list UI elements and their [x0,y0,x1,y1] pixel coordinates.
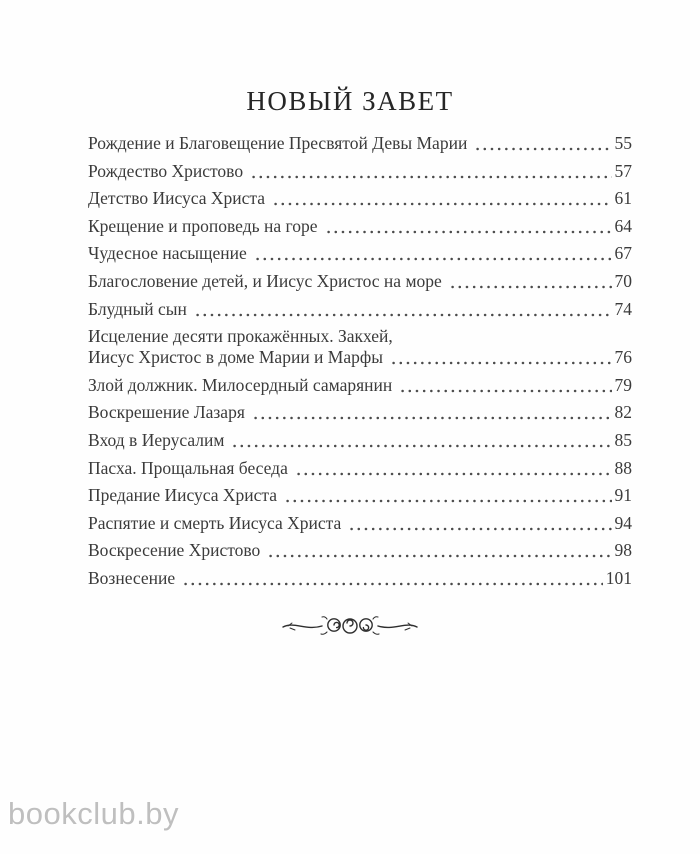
watermark: bookclub.by [8,796,179,831]
toc-entry [88,375,632,396]
toc-entry-line [88,347,632,368]
toc-page-number: 61 [614,188,632,209]
toc-entry-title: Рождение и Благовещение Пресвятой Девы Марии [88,133,468,153]
toc-entry-line [88,299,632,320]
toc-entry-line [88,188,632,209]
toc-entry [88,188,632,209]
toc-entry-title: Детство Иисуса Христа [88,188,266,209]
toc-entry-line [88,430,632,451]
dot-leader [231,442,611,448]
toc-entry-title: Пасха. Прощальная беседа [88,457,288,478]
dot-leader [267,552,611,558]
scroll-flourish-ornament-icon [280,627,420,644]
toc-page-number: 76 [614,347,632,368]
dot-leader [252,414,612,420]
toc-entry [88,271,632,292]
toc-entry [88,161,632,182]
toc-page-number: 101 [605,567,632,588]
toc-page-number: 94 [614,512,632,533]
toc-entry [88,540,632,561]
toc-entry-title: Чудесное насыщение [88,243,247,264]
toc-entry [88,243,632,264]
toc-entry-line [88,243,632,264]
toc-entry-title: Вход в Иерусалим [88,429,225,450]
toc-entry [88,568,632,589]
toc-page-number: 79 [614,374,632,395]
dot-leader [250,173,611,179]
toc-page-number: 85 [614,429,632,450]
table-of-contents [88,133,632,596]
toc-page-number: 88 [614,457,632,478]
toc-entry-line [88,568,632,589]
toc-page-number: 64 [614,215,632,236]
toc-page-number: 98 [614,540,632,561]
dot-leader [182,580,603,586]
toc-entry [88,458,632,479]
toc-entry-title: Предание Иисуса Христа [88,485,278,506]
toc-entry-title: Распятие и смерть Иисуса Христа [88,512,342,533]
toc-entry-title: Воскресение Христово [88,540,261,561]
toc-entry-title: Рождество Христово [88,160,244,181]
toc-entry-line [88,161,632,182]
dot-leader [325,228,612,234]
toc-entry [88,485,632,506]
dot-leader [254,255,612,261]
toc-entry [88,326,632,368]
toc-entry-title: Благословение детей, и Иисус Христос на море [88,270,442,291]
toc-entry-title: Крещение и проповедь на горе [88,215,318,236]
toc-entry [88,513,632,534]
dot-leader [348,525,611,531]
page-title: НОВЫЙ ЗАВЕТ [246,86,454,116]
toc-page-number: 91 [614,485,632,506]
toc-entry-title: Иисус Христос в доме Марии и Марфы [88,347,383,368]
dot-leader [399,387,611,393]
toc-entry-title: Злой должник. Милосердный самарянин [88,374,393,395]
toc-page-number: 82 [614,402,632,423]
toc-entry [88,133,632,154]
toc-entry-line [88,216,632,237]
toc-entry-line [88,540,632,561]
toc-entry-line [88,271,632,292]
toc-entry [88,299,632,320]
toc-entry-line [88,402,632,423]
toc-entry-line [88,513,632,534]
dot-leader [295,470,612,476]
toc-entry [88,402,632,423]
toc-page-number: 55 [614,133,632,153]
toc-entry-line [88,326,632,347]
toc-page-number: 57 [614,160,632,181]
dot-leader [390,359,612,365]
toc-page-number: 74 [614,298,632,319]
toc-entry [88,430,632,451]
ornament-container [0,612,700,645]
toc-entry-title: Вознесение [88,567,176,588]
toc-page-number: 70 [614,270,632,291]
toc-entry-title: Воскрешение Лазаря [88,402,245,423]
dot-leader [284,497,611,503]
toc-entry-line [88,133,632,154]
toc-entry-title: Блудный сын [88,298,187,319]
toc-entry [88,216,632,237]
dot-leader [272,200,611,206]
dot-leader [194,311,612,317]
toc-entry-line [88,458,632,479]
dot-leader [449,283,612,289]
toc-entry-line [88,485,632,506]
toc-page-number: 67 [614,243,632,264]
dot-leader [474,145,611,151]
toc-entry-line [88,375,632,396]
toc-entry-title: Исцеление десяти прокажённых. Закхей, [88,326,393,347]
